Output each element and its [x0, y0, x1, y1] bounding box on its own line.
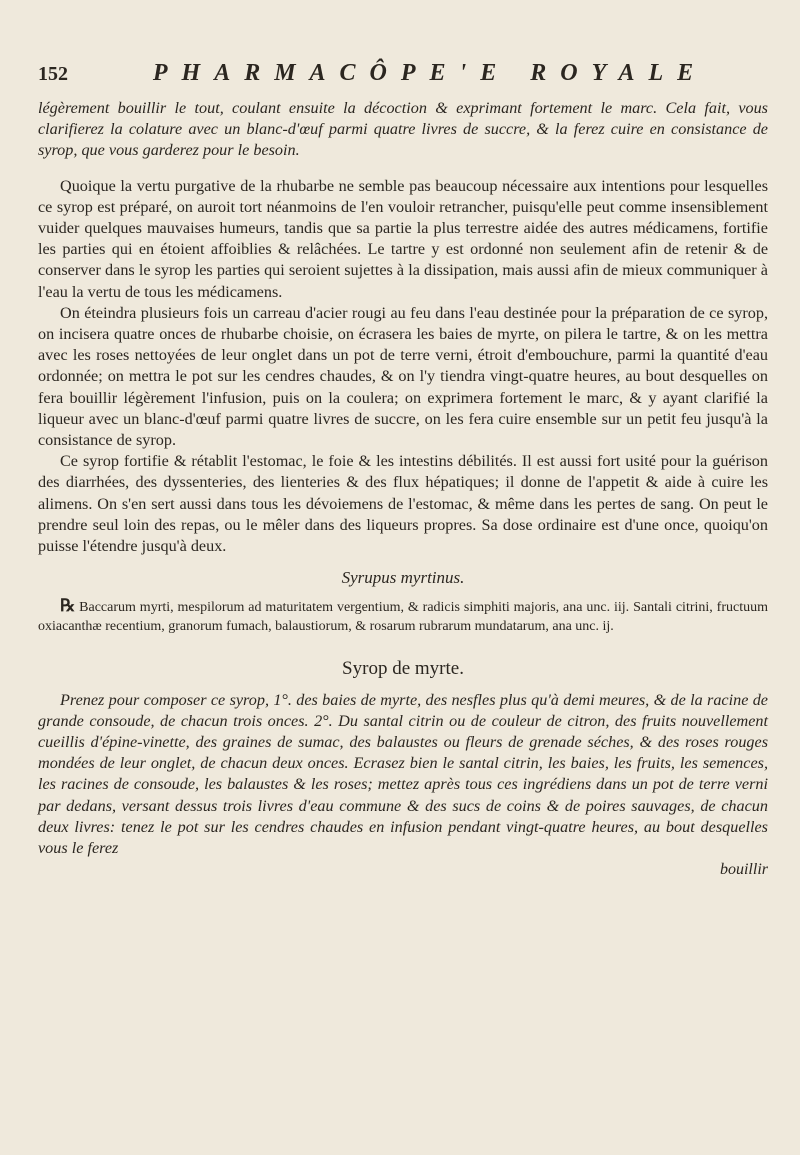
paragraph-fortifie: Ce syrop fortifie & rétablit l'estomac, le foie & les intestins débilités. Il est aussi fort usité pour la guérison des diarrhées, des dyssenteries, des lienteries & des flux hépatiques; il donne de l'appetit & aide à cuire les alimens. On s'en sert aussi dans tous les dévoiemens de l'estomac, & même dans les pertes de sang. On peut le prendre seul loin des repas, ou le mêler dans des liqueurs propres. Sa dose ordinaire est d'une once, quoiqu'on puisse l'étendre jusqu'à deux.	[38, 452, 768, 556]
recipe-symbol: ℞	[60, 596, 76, 616]
paragraph-prenez: Prenez pour composer ce syrop, 1°. des baies de myrte, des nesfles plus qu'à demi meures, & de la racine de grande consoude, de chacun trois onces. 2°. Du santal citrin ou de couleur de citron, des fruits nouvellement cueillis d'épine-vinette, des graines de sumac, des balaustes ou fleurs de grenade séches, & des roses rouges mondées de leur onglet, de chacun deux onces. Ecrasez bien le santal citrin, les baies, les fruits, les semences, les racines de consoude, les balaustes & les roses; mettez après tous ces ingrédiens dans un pot de terre verni par dedans, versant dessus trois livres d'eau commune & des sucs de coins & de poires sauvages, de chacun deux livres: tenez le pot sur les cendres chaudes en infusion pendant vingt-quatre heures, au bout desquelles vous le ferez	[38, 690, 768, 858]
paragraph-eteindra: On éteindra plusieurs fois un carreau d'acier rougi au feu dans l'eau destinée pour la préparation de ce syrop, on incisera quatre onces de rhubarbe choisie, on écrasera les baies de myrte, on pilera le tartre, & on les mettra avec les roses nettoyées de leur onglet dans un pot de terre verni, étroit d'embouchure, parmi la quantité d'eau ordonnée; on mettra le pot sur les cendres chaudes, & on l'y tiendra vingt-quatre heures, au bout desquelles on fera bouillir légèrement l'infusion, puis on la coulera; on exprimera fortement le marc, & y ayant clarifié la liqueur avec un blanc-d'œuf parmi quatre livres de succre, on les fera cuire ensemble sur un petit feu jusqu'à la consistance de syrop.	[38, 303, 768, 450]
running-head	[38, 60, 762, 96]
text-block	[38, 98, 768, 881]
catchword: bouillir	[719, 861, 768, 879]
latin-heading: Syrupus myrtinus.	[341, 568, 465, 588]
french-heading: Syrop de myrte.	[342, 658, 464, 680]
paragraph-quoique: Quoique la vertu purgative de la rhubarbe ne semble pas beaucoup nécessaire aux intentions pour lesquelles ce syrop est préparé, on auroit tort néanmoins de l'en vouloir retrancher, puisqu'elle peut comme insensiblement vuider quelques mauvaises humeurs, tandis que sa partie la plus terrestre aidée des autres médicamens, fortifie les parties qui en étoient affoiblies & relâchées. Le tartre y est ordonné non seulement afin de retenir & de conserver dans le syrop les parties qui seroient sujettes à la dissipation, mais aussi afin de mieux communiquer à l'eau la vertu de tous les médicamens.	[38, 176, 768, 301]
latin-formula-text: Baccarum myrti, mespilorum ad maturitatem vergentium, & radicis simphiti majoris, ana unc. iij. Santali citrini, fructuum oxiacanthæ recentium, granorum fumach, balaustiorum, & rosarum rubrarum mundatarum, ana unc. ij.	[38, 600, 768, 635]
page-title: PHARMACÔPE'E ROYALE	[152, 60, 708, 86]
latin-formula	[38, 596, 768, 636]
paragraph-intro: légèrement bouillir le tout, coulant ensuite la décoction & exprimant fortement le marc. Cela fait, vous clarifierez la colature avec un blanc-d'œuf parmi quatre livres de succre, & la ferez cuire en consistance de syrop, que vous garderez pour le besoin.	[38, 99, 768, 160]
page-number: 152	[38, 63, 68, 85]
